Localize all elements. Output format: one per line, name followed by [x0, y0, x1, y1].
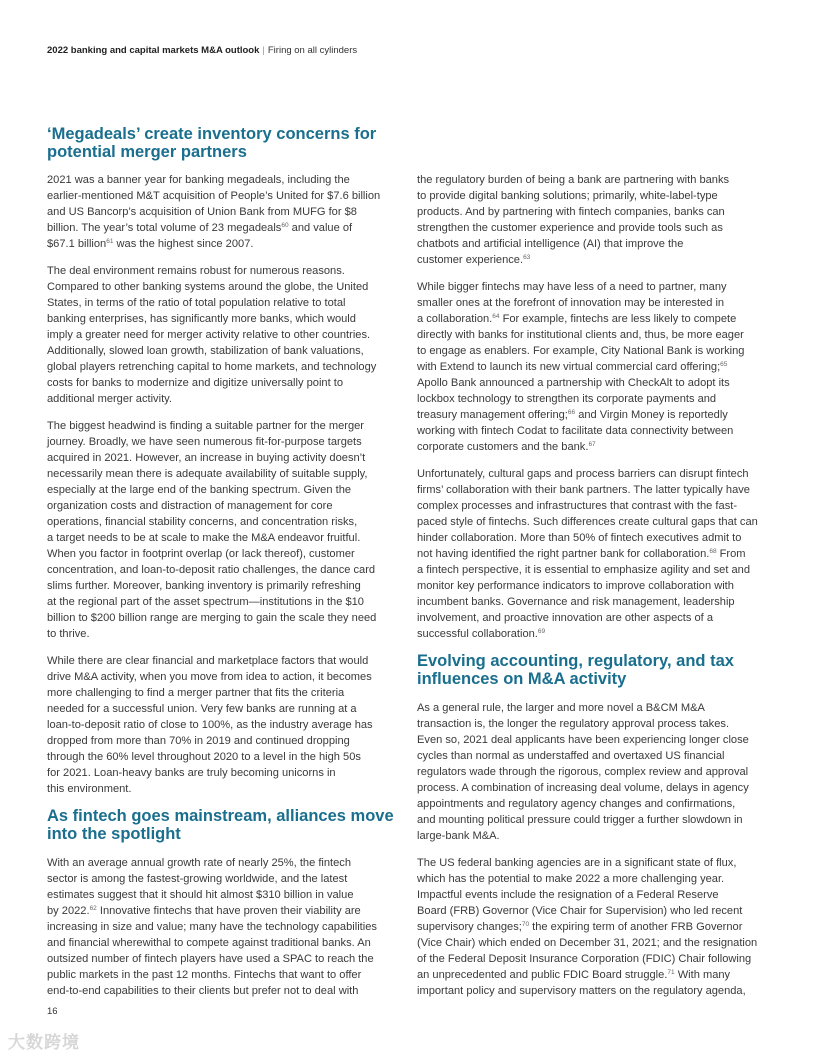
- text-run: 2021 was a banner year for banking megadeals, including the: [47, 174, 350, 186]
- text-line: [417, 188, 777, 204]
- text-run: of the Federal Deposit Insurance Corporation (FDIC) Chair following: [417, 953, 752, 965]
- text-run: corporate customers and the bank.: [417, 441, 589, 453]
- footnote-ref: 61: [106, 238, 114, 245]
- text-line: [47, 594, 407, 610]
- text-run: complex processes and infrastructures that contrast with the fast-: [417, 500, 738, 512]
- text-line: [417, 546, 777, 562]
- header-separator: |: [262, 45, 265, 56]
- text-line: [47, 935, 407, 951]
- text-run: Additionally, slowed loan growth, stabilization of bank valuations,: [47, 345, 364, 357]
- text-line: [47, 951, 407, 967]
- text-run: earlier-mentioned M&T acquisition of People’s United for $7.6 billion: [47, 190, 381, 202]
- text-line: [417, 610, 777, 626]
- heading-line: ‘Megadeals’ create inventory concerns for: [47, 125, 377, 143]
- text-line: [47, 311, 407, 327]
- body-paragraph: [417, 172, 777, 268]
- text-run: journey. Broadly, we have seen numerous fit-for-purpose targets: [47, 436, 362, 448]
- text-run: customer experience.: [417, 254, 524, 266]
- text-run: to thrive.: [47, 628, 90, 640]
- text-line: [417, 764, 777, 780]
- text-line: [417, 903, 777, 919]
- text-run: an unprecedented and public FDIC Board struggle.: [417, 969, 668, 981]
- text-run: with Extend to launch its new virtual commercial card offering;: [417, 361, 721, 373]
- text-run: important policy and supervisory matters on the regulatory agenda,: [417, 985, 746, 997]
- text-run: While bigger fintechs may have less of a need to partner, many: [417, 281, 727, 293]
- text-line: [417, 439, 777, 455]
- heading-line: potential merger partners: [47, 143, 247, 161]
- body-paragraph: [47, 653, 407, 797]
- text-line: [47, 903, 407, 919]
- text-line: [47, 295, 407, 311]
- text-line: [47, 434, 407, 450]
- text-line: [417, 887, 777, 903]
- text-run: loan-to-deposit ratio of close to 100%, as the industry average has: [47, 719, 373, 731]
- text-run: appointments and regulatory agency changes and confirmations,: [417, 798, 736, 810]
- text-line: [417, 204, 777, 220]
- body-paragraph: [47, 855, 407, 999]
- footnote-ref: 67: [588, 441, 596, 448]
- text-run: The biggest headwind is finding a suitable partner for the merger: [47, 420, 364, 432]
- text-run: and value of: [288, 222, 353, 234]
- section-heading: [47, 807, 407, 843]
- text-line: [47, 482, 407, 498]
- text-line: [47, 343, 407, 359]
- text-run: banking enterprises, has significantly more banks, which would: [47, 313, 356, 325]
- text-line: [417, 935, 777, 951]
- text-run: directly with banks for institutional clients and, thus, be more eager: [417, 329, 744, 341]
- text-line: [47, 236, 407, 252]
- footnote-ref: 69: [537, 628, 546, 635]
- watermark-logo: [8, 1028, 80, 1053]
- text-run: estimates suggest that it should hit almost $310 billion in value: [47, 889, 354, 901]
- footnote-ref: 71: [667, 969, 675, 976]
- heading-line: into the spotlight: [47, 825, 181, 843]
- text-line: [417, 919, 777, 935]
- text-run: products. And by partnering with fintech companies, banks can: [417, 206, 725, 218]
- text-run: not having identified the right partner bank for collaboration.: [417, 548, 710, 560]
- text-line: [417, 594, 777, 610]
- text-run: Compared to other banking systems around the globe, the United: [47, 281, 369, 293]
- text-run: additional merger activity.: [47, 393, 172, 405]
- text-line: [47, 685, 407, 701]
- text-run: When you factor in footprint overlap (or lack thereof), customer: [47, 548, 355, 560]
- text-line: [417, 562, 777, 578]
- right-column: [417, 125, 777, 1010]
- text-run: cycles than normal as understaffed and overtaxed US financial: [417, 750, 725, 762]
- text-run: treasury management offering;: [417, 409, 568, 421]
- text-run: more challenging to find a merger partner that fits the criteria: [47, 687, 345, 699]
- text-run: working with fintech Codat to facilitate data connectivity between: [417, 425, 734, 437]
- text-line: [417, 780, 777, 796]
- text-line: [417, 855, 777, 871]
- text-run: and mounting political pressure could trigger a further slowdown in: [417, 814, 743, 826]
- text-line: [47, 749, 407, 765]
- text-run: outsized number of fintech players have used a SPAC to reach the: [47, 953, 374, 965]
- section-heading: [417, 652, 777, 688]
- text-line: [47, 172, 407, 188]
- text-run: With many: [674, 969, 731, 981]
- body-paragraph: [47, 418, 407, 642]
- text-line: [47, 855, 407, 871]
- text-run: billion. The year’s total volume of 23 megadeals: [47, 222, 282, 234]
- text-run: process. A combination of increasing deal volume, delays in agency: [417, 782, 749, 794]
- text-run: hinder collaboration. More than 50% of fintech executives admit to: [417, 532, 742, 544]
- text-line: [47, 530, 407, 546]
- text-run: incumbent banks. Governance and risk management, leadership: [417, 596, 735, 608]
- text-line: [417, 279, 777, 295]
- text-line: [47, 578, 407, 594]
- text-line: [417, 252, 777, 268]
- text-run: a fintech perspective, it is essential to emphasize agility and set and: [417, 564, 750, 576]
- text-line: [417, 626, 777, 642]
- text-line: [47, 765, 407, 781]
- text-line: [417, 716, 777, 732]
- text-run: concentration, and loan-to-deposit ratio challenges, the dance card: [47, 564, 376, 576]
- text-run: end-to-end capabilities to their clients but prefer not to deal with: [47, 985, 359, 997]
- text-line: [417, 359, 777, 375]
- text-line: [47, 653, 407, 669]
- text-line: [417, 391, 777, 407]
- text-run: global players retrenching capital to home markets, and technology: [47, 361, 377, 373]
- text-line: [47, 327, 407, 343]
- text-line: [417, 796, 777, 812]
- text-line: [47, 610, 407, 626]
- text-run: For example, fintechs are less likely to compete: [499, 313, 737, 325]
- text-run: regulators wade through the rigorous, complex review and approval: [417, 766, 749, 778]
- footnote-ref: 63: [523, 254, 531, 261]
- text-run: chatbots and artificial intelligence (AI) that improve the: [417, 238, 684, 250]
- text-line: [417, 871, 777, 887]
- text-run: States, in terms of the ratio of total population relative to total: [47, 297, 346, 309]
- heading-line: As fintech goes mainstream, alliances move: [47, 807, 394, 825]
- text-run: Innovative fintechs that have proven their viability are: [96, 905, 361, 917]
- text-line: [417, 220, 777, 236]
- section-title: Firing on all cylinders: [267, 45, 358, 56]
- text-line: [417, 812, 777, 828]
- footnote-ref: 62: [89, 905, 97, 912]
- text-run: As a general rule, the larger and more novel a B&CM M&A: [417, 702, 705, 714]
- text-line: [47, 871, 407, 887]
- text-line: [47, 701, 407, 717]
- text-run: a target needs to be at scale to make the M&A endeavor fruitful.: [47, 532, 361, 544]
- text-line: [417, 236, 777, 252]
- text-run: organization costs and distraction of management for core: [47, 500, 333, 512]
- text-run: $67.1 billion: [47, 238, 107, 250]
- text-run: large-bank M&A.: [417, 830, 500, 842]
- text-run: transaction is, the longer the regulatory approval process takes.: [417, 718, 730, 730]
- text-line: [47, 562, 407, 578]
- text-line: [417, 732, 777, 748]
- text-line: [47, 717, 407, 733]
- text-run: at the regional part of the asset spectrum—institutions in the $10: [47, 596, 364, 608]
- text-line: [417, 530, 777, 546]
- text-line: [47, 450, 407, 466]
- text-run: Impactful events include the resignation of a Federal Reserve: [417, 889, 719, 901]
- text-line: [47, 418, 407, 434]
- text-run: slims further. Moreover, banking inventory is primarily refreshing: [47, 580, 361, 592]
- text-line: [47, 375, 407, 391]
- text-run: which has the potential to make 2022 a more challenging year.: [417, 873, 725, 885]
- text-run: Apollo Bank announced a partnership with CheckAlt to adopt its: [417, 377, 730, 389]
- text-run: sector is among the fastest-growing worldwide, and the latest: [47, 873, 348, 885]
- text-line: [417, 482, 777, 498]
- footnote-ref: 65: [720, 361, 728, 368]
- text-run: operations, financial stability concerns, and concentration risks,: [47, 516, 358, 528]
- text-line: [47, 359, 407, 375]
- footnote-ref: 68: [709, 548, 717, 555]
- text-run: necessarily mean there is adequate availability of suitable supply,: [47, 468, 368, 480]
- text-line: [47, 466, 407, 482]
- text-line: [47, 204, 407, 220]
- text-line: [47, 983, 407, 999]
- text-run: by 2022.: [47, 905, 90, 917]
- text-run: dropped from more than 70% in 2019 and continued dropping: [47, 735, 350, 747]
- text-run: increasing in size and value; many have the technology capabilities: [47, 921, 377, 933]
- text-run: billion to $200 billion range are merging to gain the scale they need: [47, 612, 377, 624]
- text-run: for 2021. Loan-heavy banks are truly becoming unicorns in: [47, 767, 336, 779]
- text-line: [47, 887, 407, 903]
- text-run: strengthen the customer experience and provide tools such as: [417, 222, 723, 234]
- text-run: to engage as enablers. For example, City National Bank is working: [417, 345, 745, 357]
- text-line: [417, 578, 777, 594]
- text-line: [417, 327, 777, 343]
- text-run: a collaboration.: [417, 313, 493, 325]
- footnote-ref: 66: [567, 409, 576, 416]
- text-run: smaller ones at the forefront of innovation may be interested in: [417, 297, 725, 309]
- text-line: [417, 967, 777, 983]
- text-line: [417, 748, 777, 764]
- page-number: 16: [47, 1006, 58, 1017]
- footnote-ref: 70: [521, 921, 530, 928]
- text-line: [417, 343, 777, 359]
- text-run: From: [716, 548, 746, 560]
- text-line: [417, 700, 777, 716]
- text-run: the expiring term of another FRB Governor: [529, 921, 743, 933]
- heading-line: influences on M&A activity: [417, 670, 627, 688]
- text-run: (Vice Chair) which ended on December 31, 2021; and the resignation: [417, 937, 758, 949]
- text-run: imply a greater need for merger activity relative to other countries.: [47, 329, 371, 341]
- text-run: especially at the large end of the banking spectrum. Given the: [47, 484, 352, 496]
- text-run: lockbox technology to strengthen its corporate payments and: [417, 393, 717, 405]
- text-line: [47, 919, 407, 935]
- text-run: costs for banks to modernize and digitize universally point to: [47, 377, 343, 389]
- text-line: [47, 498, 407, 514]
- body-paragraph: [47, 263, 407, 407]
- text-line: [47, 514, 407, 530]
- heading-line: Evolving accounting, regulatory, and tax: [417, 652, 734, 670]
- text-run: The deal environment remains robust for numerous reasons.: [47, 265, 345, 277]
- body-paragraph: [417, 855, 777, 999]
- text-line: [47, 391, 407, 407]
- text-line: [417, 423, 777, 439]
- text-line: [417, 407, 777, 423]
- text-line: [417, 295, 777, 311]
- text-run: involvement, and proactive innovation are other aspects of a: [417, 612, 714, 624]
- text-line: [47, 546, 407, 562]
- text-run: and Virgin Money is reportedly: [575, 409, 728, 421]
- text-line: [47, 733, 407, 749]
- text-run: With an average annual growth rate of nearly 25%, the fintech: [47, 857, 352, 869]
- text-run: The US federal banking agencies are in a significant state of flux,: [417, 857, 737, 869]
- text-line: [47, 220, 407, 236]
- text-line: [417, 498, 777, 514]
- text-line: [47, 967, 407, 983]
- text-run: firms’ collaboration with their bank partners. The latter typically have: [417, 484, 750, 496]
- text-line: [417, 951, 777, 967]
- text-run: public markets in the past 12 months. Fintechs that want to offer: [47, 969, 362, 981]
- text-run: supervisory changes;: [417, 921, 522, 933]
- text-run: to provide digital banking solutions; primarily, white-label-type: [417, 190, 718, 202]
- text-line: [417, 828, 777, 844]
- text-line: [417, 983, 777, 999]
- watermark-text: 大数跨境: [8, 1033, 80, 1052]
- text-run: needed for a successful union. Very few banks are running at a: [47, 703, 357, 715]
- text-run: paced style of fintechs. Such differences create cultural gaps that can: [417, 516, 758, 528]
- body-paragraph: [417, 279, 777, 455]
- report-title: 2022 banking and capital markets M&A outlook: [47, 45, 260, 56]
- text-line: [417, 311, 777, 327]
- text-run: successful collaboration.: [417, 628, 538, 640]
- text-line: [47, 626, 407, 642]
- text-line: [417, 375, 777, 391]
- text-run: drive M&A activity, when you move from idea to action, it becomes: [47, 671, 372, 683]
- text-run: and US Bancorp’s acquisition of Union Bank from MUFG for $8: [47, 206, 357, 218]
- text-run: Unfortunately, cultural gaps and process barriers can disrupt fintech: [417, 468, 749, 480]
- body-paragraph: [417, 700, 777, 844]
- text-run: and financial wherewithal to compete against traditional banks. An: [47, 937, 371, 949]
- running-header: [47, 45, 357, 56]
- body-paragraph: [417, 466, 777, 642]
- text-run: was the highest since 2007.: [113, 238, 254, 250]
- body-paragraph: [47, 172, 407, 252]
- text-run: While there are clear financial and marketplace factors that would: [47, 655, 369, 667]
- text-run: through the 60% level throughout 2020 to a level in the high 50s: [47, 751, 361, 763]
- text-run: the regulatory burden of being a bank are partnering with banks: [417, 174, 730, 186]
- text-line: [47, 263, 407, 279]
- section-heading: [47, 125, 407, 161]
- text-line: [417, 466, 777, 482]
- left-column: [47, 125, 407, 1010]
- footnote-ref: 60: [281, 222, 289, 229]
- text-line: [417, 514, 777, 530]
- text-run: monitor key performance indicators to improve collaboration with: [417, 580, 734, 592]
- text-line: [47, 279, 407, 295]
- text-line: [47, 188, 407, 204]
- text-line: [417, 172, 777, 188]
- text-run: Even so, 2021 deal applicants have been experiencing longer close: [417, 734, 749, 746]
- footnote-ref: 64: [492, 313, 500, 320]
- text-line: [47, 669, 407, 685]
- text-run: Board (FRB) Governor (Vice Chair for Supervision) who led recent: [417, 905, 743, 917]
- text-line: [47, 781, 407, 797]
- text-run: this environment.: [47, 783, 132, 795]
- text-run: acquired in 2021. However, an increase in buying activity doesn’t: [47, 452, 366, 464]
